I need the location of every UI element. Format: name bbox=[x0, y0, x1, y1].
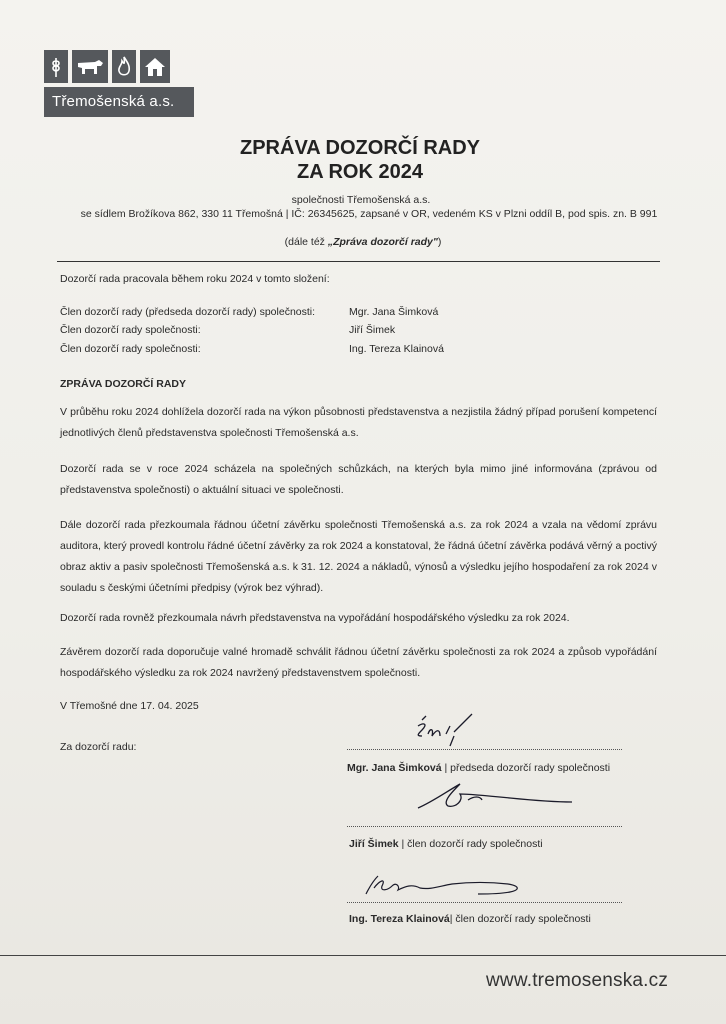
member-role: Člen dozorčí rady (předseda dozorčí rady) společnosti: bbox=[60, 306, 316, 318]
alias-name: „Zpráva dozorčí rady" bbox=[327, 236, 438, 248]
signature-line bbox=[347, 749, 622, 750]
company-logo bbox=[44, 50, 194, 123]
paragraph: Dozorčí rada rovněž přezkoumala návrh představenstva na vypořádání hospodářského výsledku za rok 2024. bbox=[60, 612, 570, 624]
member-name: Ing. Tereza Klainová bbox=[349, 343, 444, 355]
member-name: Mgr. Jana Šimková bbox=[349, 306, 439, 318]
address-line: se sídlem Brožíkova 862, 330 11 Třemošná | IČ: 26345625, zapsané v OR, vedeném KS v Plzni oddíl B, pod spis. zn. B 991 bbox=[80, 208, 658, 220]
signature-line bbox=[347, 902, 622, 903]
alias-line bbox=[0, 236, 726, 248]
member-role: Člen dozorčí rady společnosti: bbox=[60, 343, 201, 355]
document-title-line2: ZA ROK 2024 bbox=[297, 161, 423, 183]
alias-prefix: (dále též bbox=[284, 236, 328, 248]
signer-2 bbox=[349, 838, 543, 850]
signer-name: Jiří Šimek bbox=[349, 838, 399, 850]
signer-role: | předseda dozorčí rady společnosti bbox=[441, 762, 611, 774]
paragraph: Dále dozorčí rada přezkoumala řádnou účetní závěrku společnosti Třemošenská a.s. za rok 2024 a vzala na vědomí zprávu auditora, který provedl kontrolu řádné účetní závěrky za rok 2024 a konstatoval, že řádná účetní závěrka podává věrný a poctivý obraz aktiv a pasiv společnosti Třemošenská a.s. k 31. 12. 2024 a nákladů, výnosů a výsledku jejího hospodaření za rok 2024 v souladu s českými účetními předpisy (výrok bez výhrad). bbox=[60, 519, 657, 594]
logo-text: Třemošenská a.s. bbox=[44, 87, 194, 117]
handwritten-signature-3 bbox=[360, 870, 530, 904]
cow-icon bbox=[72, 50, 108, 83]
alias-suffix: ) bbox=[437, 236, 442, 248]
signature-label: Za dozorčí radu: bbox=[60, 741, 137, 753]
header-divider bbox=[57, 261, 660, 262]
paragraph: V průběhu roku 2024 dohlížela dozorčí rada na výkon působnosti představenstva a nezjistila žádný případ porušení kompetencí jednotlivých členů představenstva společnosti Třemošenská a.s. bbox=[60, 406, 657, 439]
wheat-icon bbox=[44, 50, 68, 83]
member-role: Člen dozorčí rady společnosti: bbox=[60, 324, 201, 336]
house-icon bbox=[140, 50, 170, 83]
handwritten-signature-1 bbox=[410, 712, 490, 752]
paragraph: Závěrem dozorčí rada doporučuje valné hromadě schválit řádnou účetní závěrku společnosti za rok 2024 a způsob vypořádání hospodářského výsledku za rok 2024 navržený představenstvem společnosti. bbox=[60, 646, 657, 679]
flame-icon bbox=[112, 50, 136, 83]
signer-1 bbox=[347, 762, 610, 774]
composition-intro: Dozorčí rada pracovala během roku 2024 v tomto složení: bbox=[60, 273, 330, 285]
footer-url: www.tremosenska.cz bbox=[486, 970, 669, 991]
signer-role: | člen dozorčí rady společnosti bbox=[449, 913, 591, 925]
signature-line bbox=[347, 826, 622, 827]
company-line: společnosti Třemošenská a.s. bbox=[291, 194, 431, 206]
member-name: Jiří Šimek bbox=[349, 324, 396, 336]
paragraph: Dozorčí rada se v roce 2024 scházela na společných schůzkách, na kterých byla mimo jiné informována (zprávou od představenstva společnosti) o aktuální situaci ve společnosti. bbox=[60, 463, 657, 496]
handwritten-signature-2 bbox=[412, 778, 582, 818]
signer-3 bbox=[349, 913, 591, 925]
document-title-line1: ZPRÁVA DOZORČÍ RADY bbox=[240, 137, 480, 159]
place-date: V Třemošné dne 17. 04. 2025 bbox=[60, 700, 199, 712]
signer-role: | člen dozorčí rady společnosti bbox=[398, 838, 543, 850]
signer-name: Ing. Tereza Klainová bbox=[349, 913, 450, 925]
footer-divider bbox=[0, 955, 726, 956]
signer-name: Mgr. Jana Šimková bbox=[347, 762, 442, 774]
report-heading: ZPRÁVA DOZORČÍ RADY bbox=[60, 378, 186, 390]
